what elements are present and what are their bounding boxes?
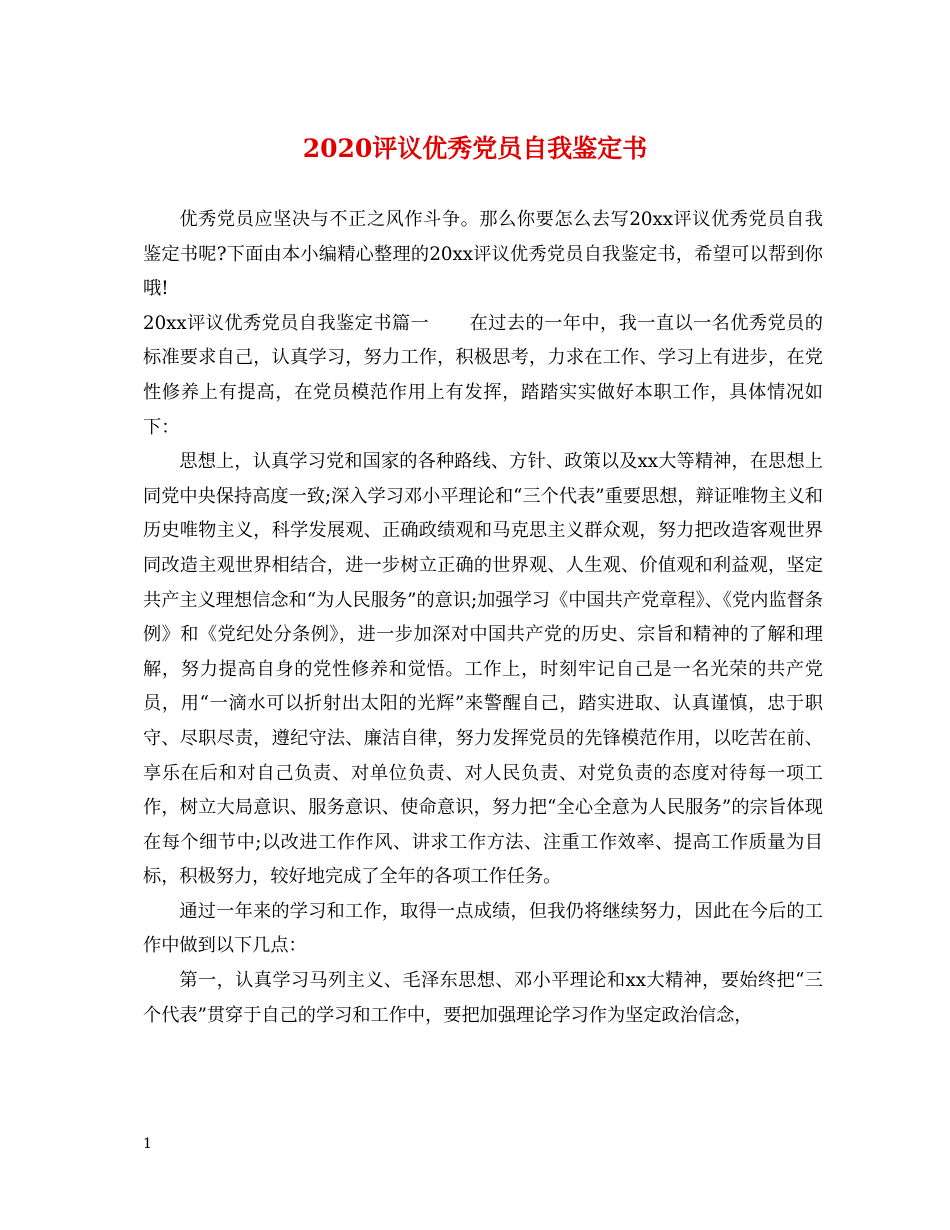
first-point-paragraph: 第一，认真学习马列主义、毛泽东思想、邓小平理论和xx大精神，要始终把“三个代表”贯穿于自己的学习和工作中，要把加强理论学习作为坚定政治信念， — [143, 970, 823, 1026]
document-body — [143, 203, 823, 1033]
document-title: 2020评议优秀党员自我鉴定书 — [302, 134, 648, 163]
intro-paragraph: 优秀党员应坚决与不正之风作斗争。那么你要怎么去写20xx评议优秀党员自我鉴定书呢?下面由本小编精心整理的20xx评议优秀党员自我鉴定书，希望可以帮到你哦! — [143, 209, 823, 300]
section-lead: 在过去的一年中，我一直以一名优秀党员的标准要求自己，认真学习，努力工作，积极思考，力求在工作、学习上有进步，在党性修养上有提高，在党员模范作用上有发挥，踏踏实实做好本职工作，具体情况如下： — [143, 312, 823, 438]
page-number: 1 — [143, 1136, 152, 1152]
thought-paragraph: 思想上，认真学习党和国家的各种路线、方针、政策以及xx大等精神，在思想上同党中央保持高度一致;深入学习邓小平理论和“三个代表”重要思想，辩证唯物主义和历史唯物主义，科学发展观、正确政绩观和马克思主义群众观，努力把改造客观世界同改造主观世界相结合，进一步树立正确的世界观、人生观、价值观和利益观，坚定共产主义理想信念和“为人民服务”的意识;加强学习《中国共产党章程》、《党内监督条例》和《党纪处分条例》，进一步加深对中国共产党的历史、宗旨和精神的了解和理解，努力提高自身的党性修养和觉悟。工作上，时刻牢记自己是一名光荣的共产党员，用“一滴水可以折射出太阳的光辉”来警醒自己，踏实进取、认真谨慎，忠于职守、尽职尽责，遵纪守法、廉洁自律，努力发挥党员的先锋模范作用，以吃苦在前、享乐在后和对自己负责、对单位负责、对人民负责、对党负责的态度对待每一项工作，树立大局意识、服务意识、使命意识，努力把“全心全意为人民服务”的宗旨体现在每个细节中;以改进工作作风、讲求工作方法、注重工作效率、提高工作质量为目标，积极努力，较好地完成了全年的各项工作任务。 — [143, 451, 823, 888]
section-heading: 20xx评议优秀党员自我鉴定书篇一 — [143, 312, 430, 334]
summary-paragraph: 通过一年来的学习和工作，取得一点成绩，但我仍将继续努力，因此在今后的工作中做到以下几点： — [143, 900, 823, 957]
section-paragraph — [143, 307, 823, 445]
